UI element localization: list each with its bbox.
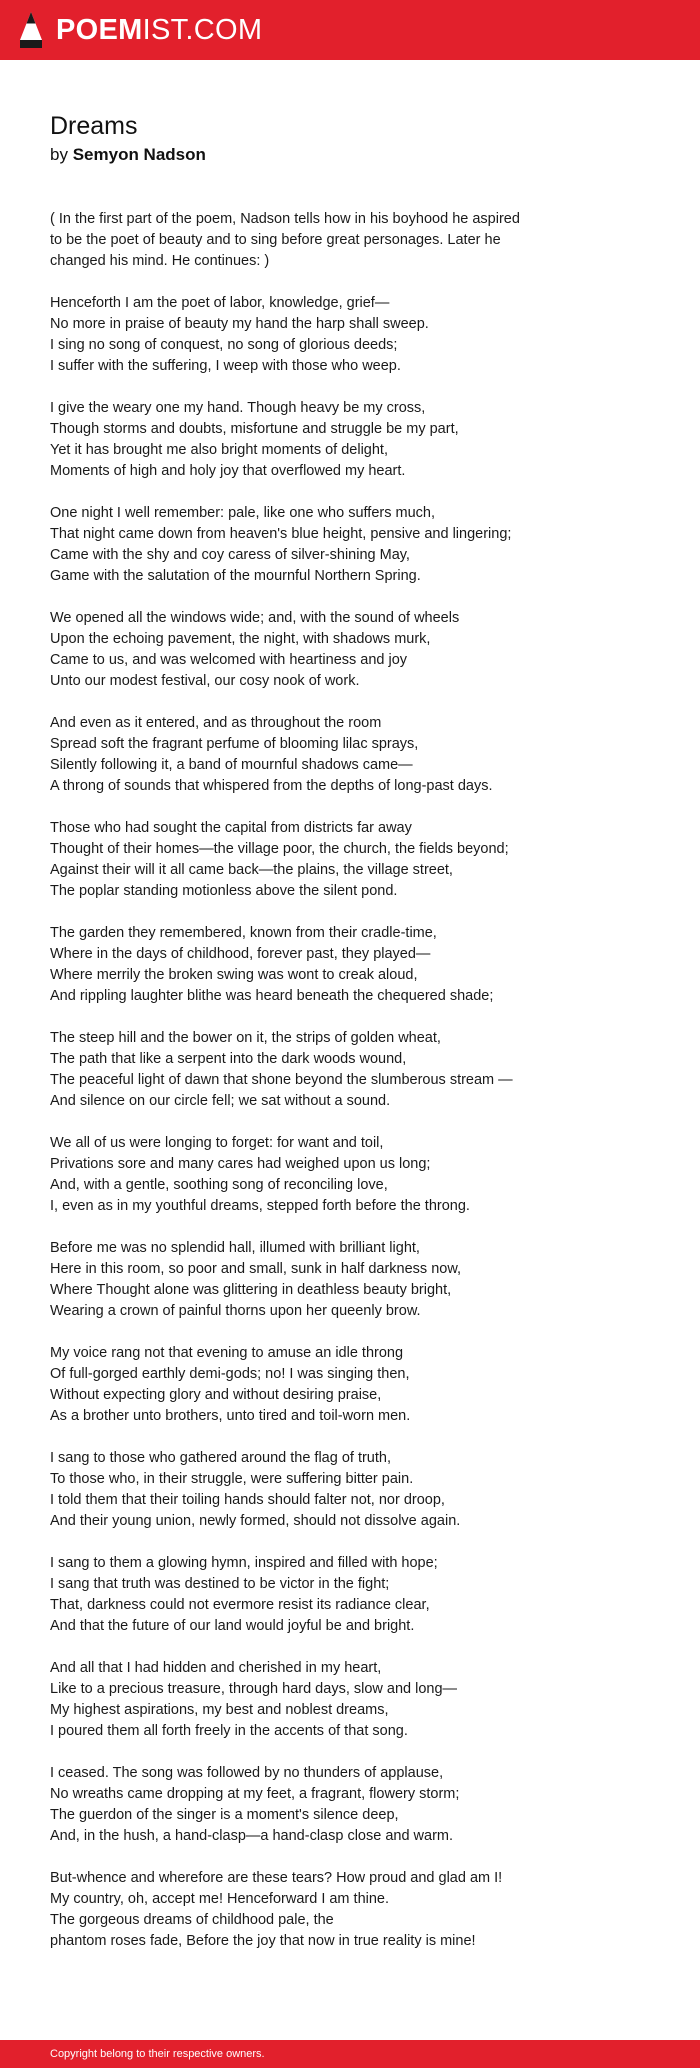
poem-line: My country, oh, accept me! Henceforward I am thine. [50, 1891, 390, 1907]
poem-line: That night came down from heaven's blue height, pensive and lingering; [50, 526, 512, 542]
poem-line: Where merrily the broken swing was wont to creak aloud, [50, 967, 418, 983]
poem-line: A throng of sounds that whispered from the depths of long-past days. [50, 778, 493, 794]
logo-text-light: IST.COM [142, 14, 263, 46]
poem-line: No more in praise of beauty my hand the harp shall sweep. [50, 316, 429, 332]
poem-line: Wearing a crown of painful thorns upon her queenly brow. [50, 1303, 421, 1319]
poem-line: I sing no song of conquest, no song of glorious deeds; [50, 337, 398, 353]
poem-stanza [50, 1028, 650, 1112]
poem-line: The garden they remembered, known from their cradle-time, [50, 925, 437, 941]
poem-line: I sang that truth was destined to be victor in the fight; [50, 1576, 390, 1592]
poem-body [50, 209, 650, 1952]
poem-line: We all of us were longing to forget: for want and toil, [50, 1135, 384, 1151]
poem-line: And, with a gentle, soothing song of reconciling love, [50, 1177, 388, 1193]
poem-line: We opened all the windows wide; and, with the sound of wheels [50, 610, 460, 626]
poem-stanza [50, 209, 650, 272]
site-header [0, 0, 700, 60]
poem-line: Yet it has brought me also bright moments of delight, [50, 442, 388, 458]
poem-line: But-whence and wherefore are these tears? How proud and glad am I! [50, 1870, 503, 1886]
poem-line: Moments of high and holy joy that overflowed my heart. [50, 463, 406, 479]
poem-stanza [50, 818, 650, 902]
poem-line: The gorgeous dreams of childhood pale, the [50, 1912, 334, 1928]
poem-line: As a brother unto brothers, unto tired and toil-worn men. [50, 1408, 411, 1424]
poem-line: And, in the hush, a hand-clasp—a hand-clasp close and warm. [50, 1828, 454, 1844]
poem-stanza [50, 923, 650, 1007]
poem-line: Where Thought alone was glittering in deathless beauty bright, [50, 1282, 452, 1298]
poem-line: My voice rang not that evening to amuse an idle throng [50, 1345, 404, 1361]
poem-stanza [50, 1658, 650, 1742]
poem-line: I ceased. The song was followed by no thunders of applause, [50, 1765, 444, 1781]
poem-line: Silently following it, a band of mournful shadows came— [50, 757, 413, 773]
poem-line: Of full-gorged earthly demi-gods; no! I was singing then, [50, 1366, 410, 1382]
logo-text-bold: POEM [56, 14, 143, 46]
poem-line: One night I well remember: pale, like one who suffers much, [50, 505, 435, 521]
poem-line: The poplar standing motionless above the silent pond. [50, 883, 398, 899]
poem-line: No wreaths came dropping at my feet, a fragrant, flowery storm; [50, 1786, 460, 1802]
poem-stanza [50, 1553, 650, 1637]
poem-line: Like to a precious treasure, through hard days, slow and long— [50, 1681, 458, 1697]
poem-stanza [50, 608, 650, 692]
poem-line: to be the poet of beauty and to sing before great personages. Later he [50, 232, 501, 248]
poem-line: I sang to those who gathered around the flag of truth, [50, 1450, 391, 1466]
poem-line: The path that like a serpent into the dark woods wound, [50, 1051, 407, 1067]
poem-byline [50, 143, 650, 167]
poem-line: Henceforth I am the poet of labor, knowledge, grief— [50, 295, 390, 311]
poem-stanza [50, 1343, 650, 1427]
poem-line: My highest aspirations, my best and noblest dreams, [50, 1702, 389, 1718]
site-logo[interactable] [18, 0, 262, 60]
logo-text [56, 0, 262, 60]
poem-stanza [50, 1448, 650, 1532]
poem-content [50, 110, 650, 1973]
poem-line: And even as it entered, and as throughout the room [50, 715, 382, 731]
poem-line: And silence on our circle fell; we sat without a sound. [50, 1093, 391, 1109]
poem-line: Without expecting glory and without desiring praise, [50, 1387, 382, 1403]
poem-line: Game with the salutation of the mournful Northern Spring. [50, 568, 421, 584]
copyright-notice: Copyright belong to their respective owners. [50, 2048, 265, 2060]
poem-line: I, even as in my youthful dreams, stepped forth before the throng. [50, 1198, 470, 1214]
poem-line: Came to us, and was welcomed with heartiness and joy [50, 652, 408, 668]
poem-stanza [50, 398, 650, 482]
poem-line: ( In the first part of the poem, Nadson tells how in his boyhood he aspired [50, 211, 520, 227]
poem-line: Though storms and doubts, misfortune and struggle be my part, [50, 421, 459, 437]
poem-line: I suffer with the suffering, I weep with those who weep. [50, 358, 401, 374]
poem-title: Dreams [50, 112, 138, 140]
poem-line: I give the weary one my hand. Though heavy be my cross, [50, 400, 426, 416]
poem-line: Before me was no splendid hall, illumed with brilliant light, [50, 1240, 420, 1256]
poem-line: Here in this room, so poor and small, sunk in half darkness now, [50, 1261, 462, 1277]
poem-stanza [50, 293, 650, 377]
poem-line: And their young union, newly formed, should not dissolve again. [50, 1513, 461, 1529]
poem-line: Thought of their homes—the village poor, the church, the fields beyond; [50, 841, 509, 857]
poem-line: Spread soft the fragrant perfume of blooming lilac sprays, [50, 736, 419, 752]
site-footer [0, 2040, 700, 2068]
poem-line: And that the future of our land would joyful be and bright. [50, 1618, 415, 1634]
poem-line: Against their will it all came back—the plains, the village street, [50, 862, 453, 878]
poem-line: I poured them all forth freely in the accents of that song. [50, 1723, 408, 1739]
pencil-icon [18, 10, 44, 50]
poem-stanza [50, 713, 650, 797]
poem-line: The steep hill and the bower on it, the strips of golden wheat, [50, 1030, 441, 1046]
poem-stanza [50, 1763, 650, 1847]
poem-stanza [50, 503, 650, 587]
poem-line: And rippling laughter blithe was heard beneath the chequered shade; [50, 988, 494, 1004]
poem-line: Came with the shy and coy caress of silver-shining May, [50, 547, 410, 563]
poem-line: changed his mind. He continues: ) [50, 253, 270, 269]
poem-line: And all that I had hidden and cherished in my heart, [50, 1660, 382, 1676]
author-name[interactable]: Semyon Nadson [72, 145, 206, 164]
poem-line: Unto our modest festival, our cosy nook of work. [50, 673, 360, 689]
poem-stanza [50, 1238, 650, 1322]
poem-line: The peaceful light of dawn that shone beyond the slumberous stream — [50, 1072, 513, 1088]
poem-line: The guerdon of the singer is a moment's silence deep, [50, 1807, 399, 1823]
poem-line: That, darkness could not evermore resist its radiance clear, [50, 1597, 430, 1613]
poem-line: phantom roses fade, Before the joy that now in true reality is mine! [50, 1933, 476, 1949]
poem-line: Upon the echoing pavement, the night, with shadows murk, [50, 631, 431, 647]
poem-line: I told them that their toiling hands should falter not, nor droop, [50, 1492, 445, 1508]
poem-line: Privations sore and many cares had weighed upon us long; [50, 1156, 431, 1172]
poem-line: Where in the days of childhood, forever past, they played— [50, 946, 431, 962]
poem-line: Those who had sought the capital from districts far away [50, 820, 412, 836]
poem-stanza [50, 1133, 650, 1217]
poem-line: To those who, in their struggle, were suffering bitter pain. [50, 1471, 414, 1487]
byline-prefix: by [50, 145, 68, 164]
poem-line: I sang to them a glowing hymn, inspired and filled with hope; [50, 1555, 438, 1571]
poem-stanza [50, 1868, 650, 1952]
